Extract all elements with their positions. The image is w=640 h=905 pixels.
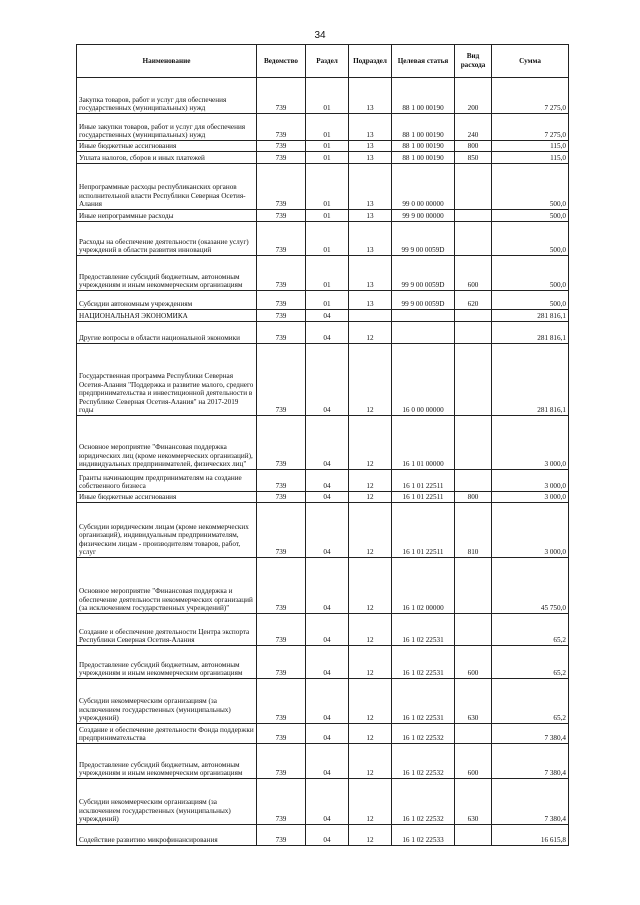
table-row bbox=[77, 646, 569, 679]
cell-name: Предоставление субсидий бюджетным, автономным учреждениям и иным некоммерческим организациям bbox=[77, 256, 257, 291]
cell-kind bbox=[455, 825, 492, 846]
cell-name: НАЦИОНАЛЬНАЯ ЭКОНОМИКА bbox=[77, 310, 257, 322]
table-row bbox=[77, 210, 569, 222]
cell-name: Субсидии юридическим лицам (кроме некоммерческих организаций), индивидуальным предпринимателям, физическим лицам - производителям товаров, работ, услуг bbox=[77, 503, 257, 558]
cell-dept: 739 bbox=[257, 344, 306, 416]
cell-amount: 7 275,0 bbox=[492, 114, 569, 141]
cell-section: 04 bbox=[306, 614, 349, 646]
cell-target: 16 1 02 22531 bbox=[392, 679, 455, 724]
cell-name: Расходы на обеспечение деятельности (оказание услуг) учреждений в области развития инноваций bbox=[77, 222, 257, 256]
cell-kind: 800 bbox=[455, 141, 492, 152]
table-row bbox=[77, 114, 569, 141]
cell-target: 16 1 02 22532 bbox=[392, 724, 455, 744]
cell-name: Субсидии некоммерческим организациям (за исключением государственных (муниципальных) учреждений) bbox=[77, 779, 257, 825]
cell-section: 04 bbox=[306, 825, 349, 846]
cell-section: 01 bbox=[306, 210, 349, 222]
cell-section: 04 bbox=[306, 470, 349, 492]
cell-subsection: 12 bbox=[349, 614, 392, 646]
cell-dept: 739 bbox=[257, 724, 306, 744]
cell-name: Гранты начинающим предпринимателям на создание собственного бизнеса bbox=[77, 470, 257, 492]
cell-amount: 281 816,1 bbox=[492, 322, 569, 344]
cell-kind: 200 bbox=[455, 78, 492, 114]
cell-name: Другие вопросы в области национальной экономики bbox=[77, 322, 257, 344]
cell-target: 16 1 02 22531 bbox=[392, 614, 455, 646]
cell-amount: 281 816,1 bbox=[492, 344, 569, 416]
cell-section: 04 bbox=[306, 779, 349, 825]
table-row bbox=[77, 825, 569, 846]
cell-dept: 739 bbox=[257, 470, 306, 492]
cell-kind bbox=[455, 614, 492, 646]
cell-dept: 739 bbox=[257, 141, 306, 152]
cell-target: 16 0 00 00000 bbox=[392, 344, 455, 416]
cell-name: Государственная программа Республики Северная Осетия-Алания "Поддержка и развитие малого, среднего предпринимательства и инвестиционной деятельности в Республике Северная Осетия-Алания" на 2017-2019 годы bbox=[77, 344, 257, 416]
cell-subsection: 13 bbox=[349, 141, 392, 152]
table-row bbox=[77, 779, 569, 825]
cell-name: Основное мероприятие "Финансовая поддержка юридических лиц (кроме некоммерческих организаций), индивидуальных предпринимателей, физических лиц" bbox=[77, 416, 257, 470]
cell-kind: 600 bbox=[455, 646, 492, 679]
cell-section: 01 bbox=[306, 222, 349, 256]
cell-target: 88 1 00 00190 bbox=[392, 114, 455, 141]
cell-dept: 739 bbox=[257, 78, 306, 114]
cell-section: 01 bbox=[306, 152, 349, 164]
cell-kind: 600 bbox=[455, 256, 492, 291]
cell-dept: 739 bbox=[257, 291, 306, 310]
cell-target: 16 1 02 22532 bbox=[392, 744, 455, 779]
cell-dept: 739 bbox=[257, 256, 306, 291]
table-row bbox=[77, 724, 569, 744]
cell-dept: 739 bbox=[257, 322, 306, 344]
cell-kind: 240 bbox=[455, 114, 492, 141]
budget-table bbox=[76, 44, 569, 846]
cell-dept: 739 bbox=[257, 825, 306, 846]
cell-subsection: 12 bbox=[349, 344, 392, 416]
cell-dept: 739 bbox=[257, 310, 306, 322]
cell-name: Уплата налогов, сборов и иных платежей bbox=[77, 152, 257, 164]
cell-name: Предоставление субсидий бюджетным, автономным учреждениям и иным некоммерческим организациям bbox=[77, 744, 257, 779]
header-name: Наименование bbox=[77, 45, 257, 78]
cell-target: 16 1 01 22511 bbox=[392, 492, 455, 503]
cell-dept: 739 bbox=[257, 744, 306, 779]
cell-section: 04 bbox=[306, 416, 349, 470]
cell-subsection: 13 bbox=[349, 256, 392, 291]
cell-name: Иные закупки товаров, работ и услуг для обеспечения государственных (муниципальных) нужд bbox=[77, 114, 257, 141]
cell-subsection: 12 bbox=[349, 679, 392, 724]
cell-section: 04 bbox=[306, 322, 349, 344]
cell-dept: 739 bbox=[257, 152, 306, 164]
cell-target: 16 1 02 22531 bbox=[392, 646, 455, 679]
cell-subsection: 12 bbox=[349, 503, 392, 558]
cell-name: Основное мероприятие "Финансовая поддержка и обеспечение деятельности некоммерческих организаций (за исключением государственных учреждений)" bbox=[77, 558, 257, 614]
cell-amount: 500,0 bbox=[492, 256, 569, 291]
cell-section: 04 bbox=[306, 646, 349, 679]
cell-kind: 600 bbox=[455, 744, 492, 779]
table-row bbox=[77, 164, 569, 210]
table-row bbox=[77, 492, 569, 503]
cell-target: 88 1 00 00190 bbox=[392, 141, 455, 152]
cell-dept: 739 bbox=[257, 679, 306, 724]
cell-target: 16 1 01 00000 bbox=[392, 416, 455, 470]
cell-name: Закупка товаров, работ и услуг для обеспечения государственных (муниципальных) нужд bbox=[77, 78, 257, 114]
cell-subsection: 13 bbox=[349, 164, 392, 210]
cell-target: 16 1 01 22511 bbox=[392, 470, 455, 492]
cell-name: Создание и обеспечение деятельности Фонда поддержки предпринимательства bbox=[77, 724, 257, 744]
cell-dept: 739 bbox=[257, 558, 306, 614]
cell-name: Субсидии некоммерческим организациям (за исключением государственных (муниципальных) учреждений) bbox=[77, 679, 257, 724]
table-row bbox=[77, 222, 569, 256]
cell-subsection: 12 bbox=[349, 646, 392, 679]
cell-subsection: 13 bbox=[349, 222, 392, 256]
page-number: 34 bbox=[314, 30, 326, 41]
cell-subsection: 12 bbox=[349, 416, 392, 470]
cell-dept: 739 bbox=[257, 164, 306, 210]
cell-name: Создание и обеспечение деятельности Центра экспорта Республики Северная Осетия-Алания bbox=[77, 614, 257, 646]
cell-dept: 739 bbox=[257, 114, 306, 141]
cell-amount: 65,2 bbox=[492, 614, 569, 646]
cell-section: 04 bbox=[306, 724, 349, 744]
table-row bbox=[77, 310, 569, 322]
cell-dept: 739 bbox=[257, 492, 306, 503]
cell-subsection: 13 bbox=[349, 78, 392, 114]
table-row bbox=[77, 141, 569, 152]
cell-section: 04 bbox=[306, 503, 349, 558]
cell-section: 04 bbox=[306, 344, 349, 416]
cell-target bbox=[392, 322, 455, 344]
cell-kind bbox=[455, 222, 492, 256]
cell-amount: 3 000,0 bbox=[492, 503, 569, 558]
cell-kind: 850 bbox=[455, 152, 492, 164]
cell-section: 04 bbox=[306, 492, 349, 503]
cell-section: 04 bbox=[306, 310, 349, 322]
table-row bbox=[77, 679, 569, 724]
cell-amount: 500,0 bbox=[492, 222, 569, 256]
cell-subsection: 12 bbox=[349, 558, 392, 614]
table-header-row bbox=[77, 45, 569, 78]
cell-target: 88 1 00 00190 bbox=[392, 78, 455, 114]
cell-section: 01 bbox=[306, 141, 349, 152]
cell-name: Предоставление субсидий бюджетным, автономным учреждениям и иным некоммерческим организациям bbox=[77, 646, 257, 679]
table-body bbox=[77, 78, 569, 846]
cell-target: 16 1 02 00000 bbox=[392, 558, 455, 614]
cell-kind bbox=[455, 344, 492, 416]
header-dept: Ведомство bbox=[257, 45, 306, 78]
cell-subsection: 13 bbox=[349, 152, 392, 164]
table-row bbox=[77, 152, 569, 164]
cell-dept: 739 bbox=[257, 614, 306, 646]
cell-subsection: 12 bbox=[349, 825, 392, 846]
cell-dept: 739 bbox=[257, 416, 306, 470]
cell-subsection: 12 bbox=[349, 322, 392, 344]
table-row bbox=[77, 614, 569, 646]
cell-amount: 3 000,0 bbox=[492, 416, 569, 470]
cell-kind: 810 bbox=[455, 503, 492, 558]
cell-amount: 7 380,4 bbox=[492, 724, 569, 744]
cell-target: 99 9 00 0059D bbox=[392, 222, 455, 256]
cell-subsection: 12 bbox=[349, 724, 392, 744]
cell-target bbox=[392, 310, 455, 322]
cell-kind bbox=[455, 322, 492, 344]
cell-amount: 7 380,4 bbox=[492, 744, 569, 779]
cell-section: 01 bbox=[306, 164, 349, 210]
header-subsection: Подраздел bbox=[349, 45, 392, 78]
cell-kind: 630 bbox=[455, 679, 492, 724]
cell-section: 04 bbox=[306, 679, 349, 724]
table-row bbox=[77, 256, 569, 291]
cell-amount: 65,2 bbox=[492, 679, 569, 724]
cell-section: 01 bbox=[306, 291, 349, 310]
cell-subsection: 12 bbox=[349, 779, 392, 825]
cell-amount: 500,0 bbox=[492, 210, 569, 222]
cell-amount: 45 750,0 bbox=[492, 558, 569, 614]
table-row bbox=[77, 78, 569, 114]
cell-name: Содействие развитию микрофинансирования bbox=[77, 825, 257, 846]
cell-dept: 739 bbox=[257, 779, 306, 825]
cell-section: 04 bbox=[306, 558, 349, 614]
header-target: Целевая статья bbox=[392, 45, 455, 78]
cell-dept: 739 bbox=[257, 210, 306, 222]
cell-kind bbox=[455, 416, 492, 470]
cell-amount: 16 615,8 bbox=[492, 825, 569, 846]
cell-section: 04 bbox=[306, 744, 349, 779]
header-amount: Сумма bbox=[492, 45, 569, 78]
cell-amount: 115,0 bbox=[492, 141, 569, 152]
cell-dept: 739 bbox=[257, 222, 306, 256]
cell-amount: 65,2 bbox=[492, 646, 569, 679]
cell-kind bbox=[455, 558, 492, 614]
cell-kind: 630 bbox=[455, 779, 492, 825]
cell-section: 01 bbox=[306, 256, 349, 291]
cell-kind bbox=[455, 210, 492, 222]
cell-kind: 620 bbox=[455, 291, 492, 310]
cell-kind bbox=[455, 724, 492, 744]
cell-target: 99 9 00 0059D bbox=[392, 256, 455, 291]
header-kind: Вид расхода bbox=[455, 45, 492, 78]
cell-kind: 800 bbox=[455, 492, 492, 503]
cell-amount: 7 275,0 bbox=[492, 78, 569, 114]
header-section: Раздел bbox=[306, 45, 349, 78]
cell-kind bbox=[455, 164, 492, 210]
cell-section: 01 bbox=[306, 78, 349, 114]
cell-kind bbox=[455, 470, 492, 492]
cell-dept: 739 bbox=[257, 646, 306, 679]
cell-amount: 500,0 bbox=[492, 164, 569, 210]
cell-target: 16 1 02 22533 bbox=[392, 825, 455, 846]
table-row bbox=[77, 470, 569, 492]
table-row bbox=[77, 503, 569, 558]
table-row bbox=[77, 322, 569, 344]
cell-amount: 3 000,0 bbox=[492, 492, 569, 503]
cell-subsection bbox=[349, 310, 392, 322]
cell-target: 88 1 00 00190 bbox=[392, 152, 455, 164]
cell-amount: 500,0 bbox=[492, 291, 569, 310]
cell-subsection: 13 bbox=[349, 210, 392, 222]
cell-name: Иные непрограммные расходы bbox=[77, 210, 257, 222]
cell-kind bbox=[455, 310, 492, 322]
cell-subsection: 13 bbox=[349, 114, 392, 141]
cell-subsection: 12 bbox=[349, 470, 392, 492]
cell-subsection: 13 bbox=[349, 291, 392, 310]
cell-subsection: 12 bbox=[349, 492, 392, 503]
cell-target: 16 1 02 22532 bbox=[392, 779, 455, 825]
cell-name: Иные бюджетные ассигнования bbox=[77, 141, 257, 152]
table-row bbox=[77, 344, 569, 416]
cell-name: Иные бюджетные ассигнования bbox=[77, 492, 257, 503]
table-row bbox=[77, 558, 569, 614]
cell-target: 99 9 00 00000 bbox=[392, 210, 455, 222]
table-row bbox=[77, 416, 569, 470]
cell-subsection: 12 bbox=[349, 744, 392, 779]
cell-amount: 281 816,1 bbox=[492, 310, 569, 322]
cell-section: 01 bbox=[306, 114, 349, 141]
cell-target: 16 1 01 22511 bbox=[392, 503, 455, 558]
table-row bbox=[77, 744, 569, 779]
cell-target: 99 9 00 0059D bbox=[392, 291, 455, 310]
cell-amount: 115,0 bbox=[492, 152, 569, 164]
cell-target: 99 0 00 00000 bbox=[392, 164, 455, 210]
table-row bbox=[77, 291, 569, 310]
cell-amount: 3 000,0 bbox=[492, 470, 569, 492]
cell-dept: 739 bbox=[257, 503, 306, 558]
cell-name: Непрограммные расходы республиканских органов исполнительной власти Республики Северная Осетия-Алания bbox=[77, 164, 257, 210]
cell-amount: 7 380,4 bbox=[492, 779, 569, 825]
cell-name: Субсидии автономным учреждениям bbox=[77, 291, 257, 310]
